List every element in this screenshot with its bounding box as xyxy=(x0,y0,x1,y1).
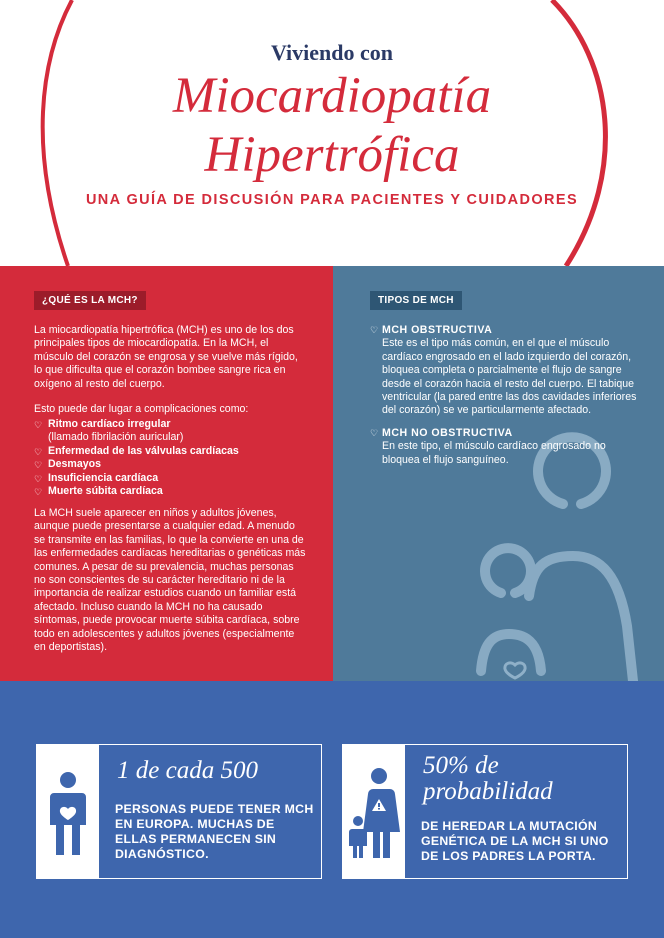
type-description: Este es el tipo más común, en el que el músculo cardíaco engrosado en el lado izquierdo del corazón, bloquea completa o parcialmente el flujo de sangre desde el corazón hacia el resto del cuerpo. El tabique ventricular (la pared entre las dos cavidades inferiores del corazón) se ve particularmente afectado. xyxy=(382,337,637,417)
header xyxy=(0,0,664,266)
title-line-1: Miocardiopatía xyxy=(172,68,492,124)
title-line-2: Hipertrófica xyxy=(204,127,460,183)
type-title: MCH NO OBSTRUCTIVA xyxy=(382,426,513,439)
type-description: En este tipo, el músculo cardíaco engrosado no bloquea el flujo sanguíneo. xyxy=(382,440,606,466)
what-is-paragraph-3: La MCH suele aparecer en niños y adultos jóvenes, aunque puede presentarse a cualquier edad. A menudo se transmite en las familias, lo que la convierte en una de las enfermedades cardíacas hereditarias o genéticas más comunes. A pesar de su prevalencia, muchas personas no son conscientes de su carácter hereditario ni de la importancia de realizar estudios cuando un familiar está afectado. Incluso cuando la MCH no ha causado síntomas, puede provocar muerte súbita cardíaca, sobre todo en adolescentes y adultos jóvenes (especialmente en deportistas). xyxy=(34,507,306,654)
complication-label: Muerte súbita cardíaca xyxy=(48,485,163,498)
stat-headline: 50% de probabilidad xyxy=(423,752,553,805)
heart-outline-icon: ♡ xyxy=(34,460,43,471)
stat-card-2 xyxy=(342,744,628,879)
complication-label: Ritmo cardíaco irregular xyxy=(48,418,171,430)
pre-title: Viviendo con xyxy=(270,40,394,65)
heart-outline-icon: ♡ xyxy=(34,446,43,457)
list-item xyxy=(34,485,314,498)
complications-list xyxy=(34,418,314,498)
stat-description: DE HEREDAR LA MUTACIÓN GENÉTICA DE LA MCH SI UNO DE LOS PADRES LA PORTA. xyxy=(421,819,609,863)
stat-description: PERSONAS PUEDE TENER MCH EN EUROPA. MUCHAS DE ELLAS PERMANECEN SIN DIAGNÓSTICO. xyxy=(115,802,314,861)
complication-label: Desmayos xyxy=(48,458,101,471)
complication-label: Insuficiencia cardíaca xyxy=(48,471,159,484)
types-panel xyxy=(333,266,664,681)
what-is-paragraph-1: La miocardiopatía hipertrófica (MCH) es uno de los dos principales tipos de miocardiopatía. En la MCH, el músculo del corazón se engrosa y se vuelve más rígido, lo que dificulta que el corazón bombee sangre rica en oxígeno al resto del cuerpo. xyxy=(34,324,298,390)
types-tag: TIPOS DE MCH xyxy=(370,291,462,310)
parent-child-icon xyxy=(343,745,405,880)
heart-outline-icon: ♡ xyxy=(34,420,43,430)
type-title: MCH OBSTRUCTIVA xyxy=(382,324,493,336)
small-heart-icon xyxy=(505,663,525,678)
list-item xyxy=(370,324,640,418)
stats-band xyxy=(0,681,664,938)
heart-outline-icon: ♡ xyxy=(370,325,379,335)
heart-outline-icon: ♡ xyxy=(34,473,43,484)
heart-outline-icon: ♡ xyxy=(34,487,43,498)
person-heart-icon xyxy=(37,745,99,880)
heart-outline-icon: ♡ xyxy=(370,427,379,438)
list-item xyxy=(34,472,314,485)
stat-card-1 xyxy=(36,744,322,879)
list-item xyxy=(370,427,640,467)
subtitle: UNA GUÍA DE DISCUSIÓN PARA PACIENTES Y CUIDADORES xyxy=(85,192,579,208)
stat-headline: 1 de cada 500 xyxy=(117,757,258,784)
list-item xyxy=(34,445,314,458)
complication-label: Enfermedad de las válvulas cardíacas xyxy=(48,444,239,457)
complication-sub: (llamado fibrilación auricular) xyxy=(48,431,184,444)
what-is-tag: ¿QUÉ ES LA MCH? xyxy=(34,291,146,310)
list-item xyxy=(34,418,314,445)
list-item xyxy=(34,458,314,471)
what-is-panel xyxy=(0,266,333,681)
stat-icon-box xyxy=(343,745,405,878)
stat-icon-box xyxy=(37,745,99,878)
complications-intro: Esto puede dar lugar a complicaciones como: xyxy=(34,403,249,415)
types-list xyxy=(370,324,640,476)
